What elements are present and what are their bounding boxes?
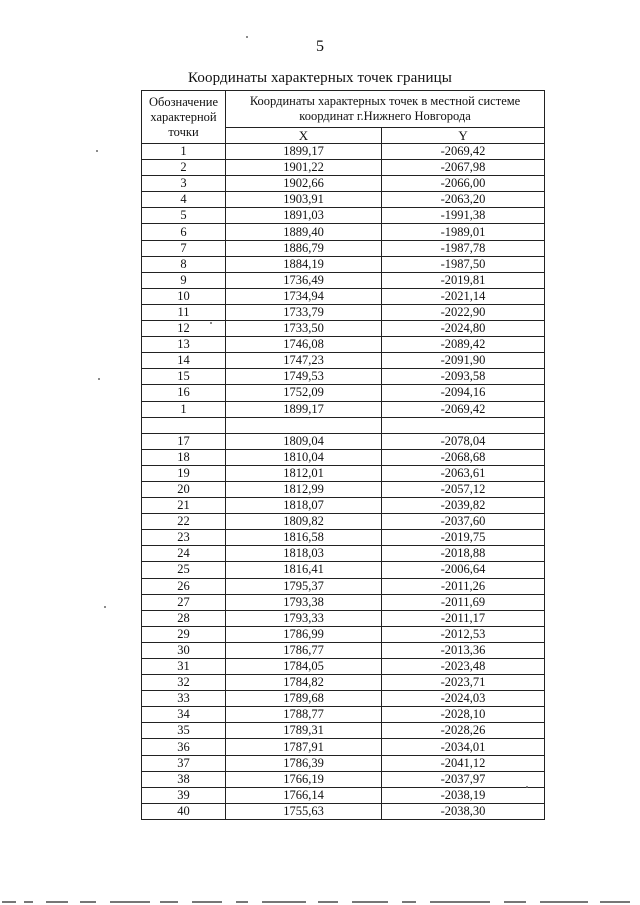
point-number: 39 [142,787,226,803]
y-value: -2022,90 [382,304,545,320]
x-value: 1816,41 [226,562,382,578]
y-value: -1989,01 [382,224,545,240]
x-value: 1809,04 [226,433,382,449]
y-value: -2078,04 [382,433,545,449]
table-row [142,353,545,369]
table-row [142,192,545,208]
x-value: 1786,39 [226,755,382,771]
point-number: 16 [142,385,226,401]
point-number: 8 [142,256,226,272]
y-value: -2069,42 [382,144,545,160]
point-number: 1 [142,144,226,160]
y-value [382,417,545,433]
header-y: Y [382,128,545,144]
x-value: 1787,91 [226,739,382,755]
scan-speck [246,36,248,38]
scan-speck [526,786,528,788]
y-value: -2024,03 [382,691,545,707]
table-row [142,787,545,803]
table-row [142,208,545,224]
point-number: 6 [142,224,226,240]
point-number: 7 [142,240,226,256]
y-value: -2089,42 [382,337,545,353]
point-number: 28 [142,610,226,626]
point-number: 29 [142,626,226,642]
y-value: -2094,16 [382,385,545,401]
x-value: 1818,07 [226,498,382,514]
x-value: 1899,17 [226,401,382,417]
point-number: 13 [142,337,226,353]
y-value: -2063,61 [382,465,545,481]
point-number: 19 [142,465,226,481]
y-value: -2019,81 [382,272,545,288]
x-value: 1818,03 [226,546,382,562]
x-value: 1786,77 [226,642,382,658]
y-value: -2028,26 [382,723,545,739]
header-coordinates: Координаты характерных точек в местной системе координат г.Нижнего Новгорода [226,91,545,128]
table-row [142,449,545,465]
x-value: 1747,23 [226,353,382,369]
x-value: 1816,58 [226,530,382,546]
scan-speck [104,606,106,608]
y-value: -2028,10 [382,707,545,723]
y-value: -2023,71 [382,675,545,691]
x-value: 1784,05 [226,659,382,675]
point-number: 5 [142,208,226,224]
x-value: 1810,04 [226,449,382,465]
point-number: 10 [142,288,226,304]
point-number: 3 [142,176,226,192]
x-value: 1766,14 [226,787,382,803]
y-value: -1987,78 [382,240,545,256]
table-row [142,755,545,771]
x-value: 1901,22 [226,160,382,176]
table-row [142,160,545,176]
y-value: -2011,17 [382,610,545,626]
table-row [142,272,545,288]
x-value: 1734,94 [226,288,382,304]
table-row [142,465,545,481]
table-row [142,771,545,787]
x-value: 1752,09 [226,385,382,401]
point-number: 25 [142,562,226,578]
page-number: 5 [316,38,324,55]
point-number: 21 [142,498,226,514]
y-value: -2041,12 [382,755,545,771]
point-number: 1 [142,401,226,417]
table-row [142,594,545,610]
table-body [142,144,545,820]
point-number: 11 [142,304,226,320]
table-row [142,256,545,272]
x-value: 1793,38 [226,594,382,610]
y-value: -2021,14 [382,288,545,304]
point-number: 36 [142,739,226,755]
point-number: 17 [142,433,226,449]
table-row [142,578,545,594]
point-number: 26 [142,578,226,594]
x-value: 1789,31 [226,723,382,739]
y-value: -2012,53 [382,626,545,642]
point-number: 20 [142,481,226,497]
x-value: 1784,82 [226,675,382,691]
x-value: 1889,40 [226,224,382,240]
table-row [142,433,545,449]
table-row [142,144,545,160]
point-number: 14 [142,353,226,369]
table-row [142,723,545,739]
point-number: 34 [142,707,226,723]
table-row [142,675,545,691]
y-value: -2066,00 [382,176,545,192]
table-row [142,369,545,385]
table-row [142,321,545,337]
document-title: Координаты характерных точек границы [188,70,452,86]
point-number: 31 [142,659,226,675]
table-row [142,642,545,658]
x-value: 1788,77 [226,707,382,723]
scan-speck [96,150,98,152]
point-number: 9 [142,272,226,288]
table-row [142,288,545,304]
scan-edge-marks [0,895,640,903]
table-row [142,691,545,707]
point-number: 32 [142,675,226,691]
scan-speck [98,378,100,380]
point-number: 38 [142,771,226,787]
y-value: -2039,82 [382,498,545,514]
y-value: -2023,48 [382,659,545,675]
x-value: 1899,17 [226,144,382,160]
y-value: -1991,38 [382,208,545,224]
x-value: 1795,37 [226,578,382,594]
header-x: X [226,128,382,144]
x-value: 1793,33 [226,610,382,626]
table-row [142,610,545,626]
y-value: -2013,36 [382,642,545,658]
y-value: -1987,50 [382,256,545,272]
point-number: 40 [142,803,226,819]
y-value: -2018,88 [382,546,545,562]
x-value: 1891,03 [226,208,382,224]
table-row [142,659,545,675]
x-value: 1733,79 [226,304,382,320]
point-number: 24 [142,546,226,562]
table-row [142,498,545,514]
x-value: 1736,49 [226,272,382,288]
y-value: -2093,58 [382,369,545,385]
x-value: 1902,66 [226,176,382,192]
x-value: 1786,99 [226,626,382,642]
point-number: 18 [142,449,226,465]
x-value: 1746,08 [226,337,382,353]
x-value: 1789,68 [226,691,382,707]
y-value: -2069,42 [382,401,545,417]
table-row [142,176,545,192]
table-row [142,626,545,642]
header-designation: Обозначение характерной точки [142,91,226,144]
table-row [142,562,545,578]
y-value: -2068,68 [382,449,545,465]
x-value: 1884,19 [226,256,382,272]
table-row [142,240,545,256]
y-value: -2011,26 [382,578,545,594]
point-number: 37 [142,755,226,771]
table-row [142,385,545,401]
y-value: -2038,30 [382,803,545,819]
x-value: 1755,63 [226,803,382,819]
y-value: -2024,80 [382,321,545,337]
point-number: 2 [142,160,226,176]
y-value: -2034,01 [382,739,545,755]
point-number: 23 [142,530,226,546]
y-value: -2011,69 [382,594,545,610]
x-value: 1903,91 [226,192,382,208]
point-number: 4 [142,192,226,208]
point-number: 30 [142,642,226,658]
point-number [142,417,226,433]
point-number: 22 [142,514,226,530]
table-row [142,707,545,723]
table-row [142,739,545,755]
x-value [226,417,382,433]
y-value: -2038,19 [382,787,545,803]
y-value: -2063,20 [382,192,545,208]
table-row [142,417,545,433]
y-value: -2057,12 [382,481,545,497]
table-row [142,803,545,819]
x-value: 1812,99 [226,481,382,497]
coordinates-table [141,90,545,820]
x-value: 1749,53 [226,369,382,385]
point-number: 15 [142,369,226,385]
scan-speck [210,322,212,324]
y-value: -2006,64 [382,562,545,578]
table-row [142,481,545,497]
table-row [142,546,545,562]
point-number: 35 [142,723,226,739]
point-number: 12 [142,321,226,337]
x-value: 1766,19 [226,771,382,787]
table-row [142,224,545,240]
y-value: -2037,60 [382,514,545,530]
point-number: 27 [142,594,226,610]
x-value: 1809,82 [226,514,382,530]
table-row [142,304,545,320]
table-row [142,514,545,530]
point-number: 33 [142,691,226,707]
y-value: -2037,97 [382,771,545,787]
table-row [142,530,545,546]
table-row [142,401,545,417]
x-value: 1733,50 [226,321,382,337]
y-value: -2019,75 [382,530,545,546]
x-value: 1886,79 [226,240,382,256]
table-row [142,337,545,353]
y-value: -2067,98 [382,160,545,176]
x-value: 1812,01 [226,465,382,481]
y-value: -2091,90 [382,353,545,369]
